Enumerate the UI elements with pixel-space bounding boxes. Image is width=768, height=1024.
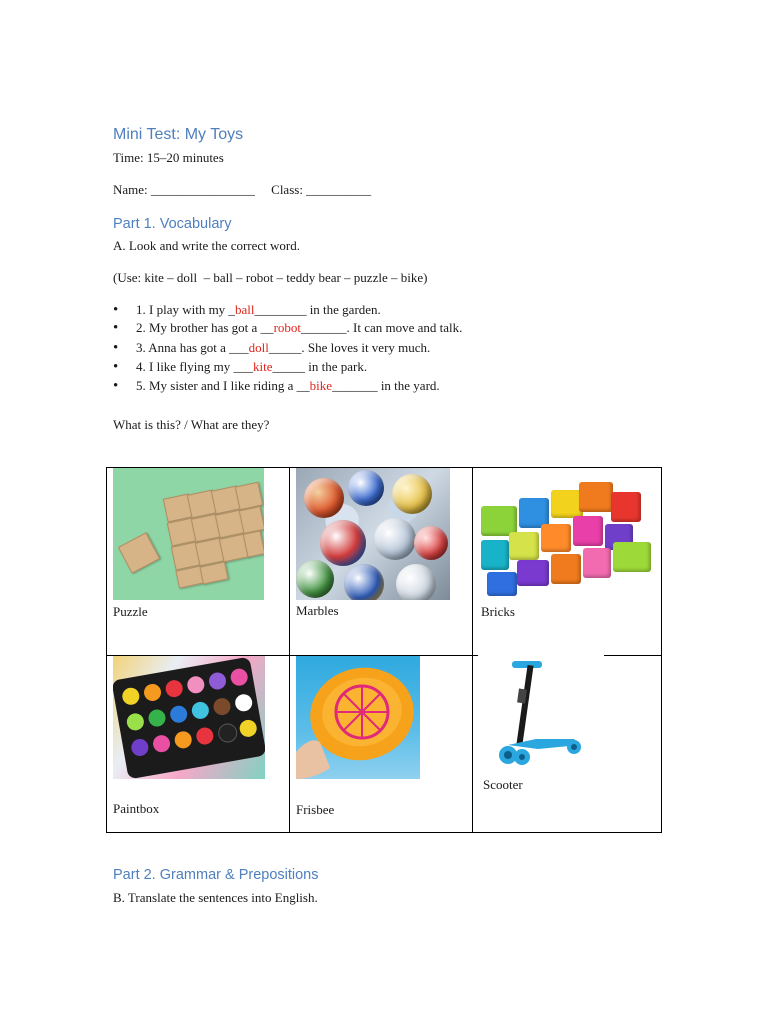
bullet: • <box>113 359 119 375</box>
bullet: • <box>113 340 119 356</box>
table-border <box>106 832 662 833</box>
paintbox-image <box>113 656 265 779</box>
paintbox-caption: Paintbox <box>113 801 160 816</box>
item-text: 2. My brother has got a __ <box>136 320 274 335</box>
answer-text: bike <box>309 378 333 393</box>
item-text: _____. She loves it very much. <box>268 340 431 355</box>
list-item <box>136 359 367 375</box>
bricks-image <box>479 468 655 600</box>
part2-instruction: B. Translate the sentences into English. <box>113 890 318 905</box>
word-bank: (Use: kite – doll – ball – robot – teddy bear – puzzle – bike) <box>113 270 428 285</box>
name-class-line: Name: ________________ Class: __________ <box>113 182 372 197</box>
scooter-icon <box>478 649 604 769</box>
scooter-caption: Scooter <box>483 777 523 792</box>
item-text: _______ in the yard. <box>332 378 440 393</box>
marbles-caption: Marbles <box>296 603 339 618</box>
table-border <box>472 467 473 833</box>
item-text: 3. Anna has got a ___ <box>136 340 249 355</box>
bullet: • <box>113 320 119 336</box>
time-line: Time: 15–20 minutes <box>113 150 224 165</box>
item-text: 5. My sister and I like riding a __ <box>136 378 310 393</box>
question-line: What is this? / What are they? <box>113 417 270 432</box>
part1-heading: Part 1. Vocabulary <box>113 216 232 232</box>
page-title: Mini Test: My Toys <box>113 126 244 143</box>
bullet: • <box>113 378 119 394</box>
bricks-caption: Bricks <box>481 604 515 619</box>
frisbee-caption: Frisbee <box>296 802 335 817</box>
item-text: 1. I play with my _ <box>136 302 235 317</box>
item-text: ________ in the garden. <box>254 302 381 317</box>
table-border <box>106 467 107 833</box>
list-item <box>136 378 440 394</box>
bullet: • <box>113 302 119 318</box>
frisbee-icon <box>296 656 420 779</box>
table-border <box>661 467 662 833</box>
answer-text: doll <box>248 340 269 355</box>
list-item <box>136 340 430 356</box>
table-border <box>289 467 290 833</box>
answer-text: robot <box>273 320 302 335</box>
puzzle-caption: Puzzle <box>113 604 148 619</box>
list-item <box>136 302 381 318</box>
scooter-image <box>478 649 604 769</box>
answer-text: kite <box>253 359 273 374</box>
part1-instruction: A. Look and write the correct word. <box>113 238 300 253</box>
answer-text: ball <box>234 302 255 317</box>
item-text: _______. It can move and talk. <box>301 320 463 335</box>
list-item <box>136 320 462 336</box>
item-text: _____ in the park. <box>272 359 368 374</box>
item-text: 4. I like flying my ___ <box>136 359 253 374</box>
part2-heading: Part 2. Grammar & Prepositions <box>113 867 319 883</box>
marbles-image <box>296 468 450 600</box>
puzzle-image <box>113 468 264 600</box>
frisbee-image <box>296 656 420 779</box>
